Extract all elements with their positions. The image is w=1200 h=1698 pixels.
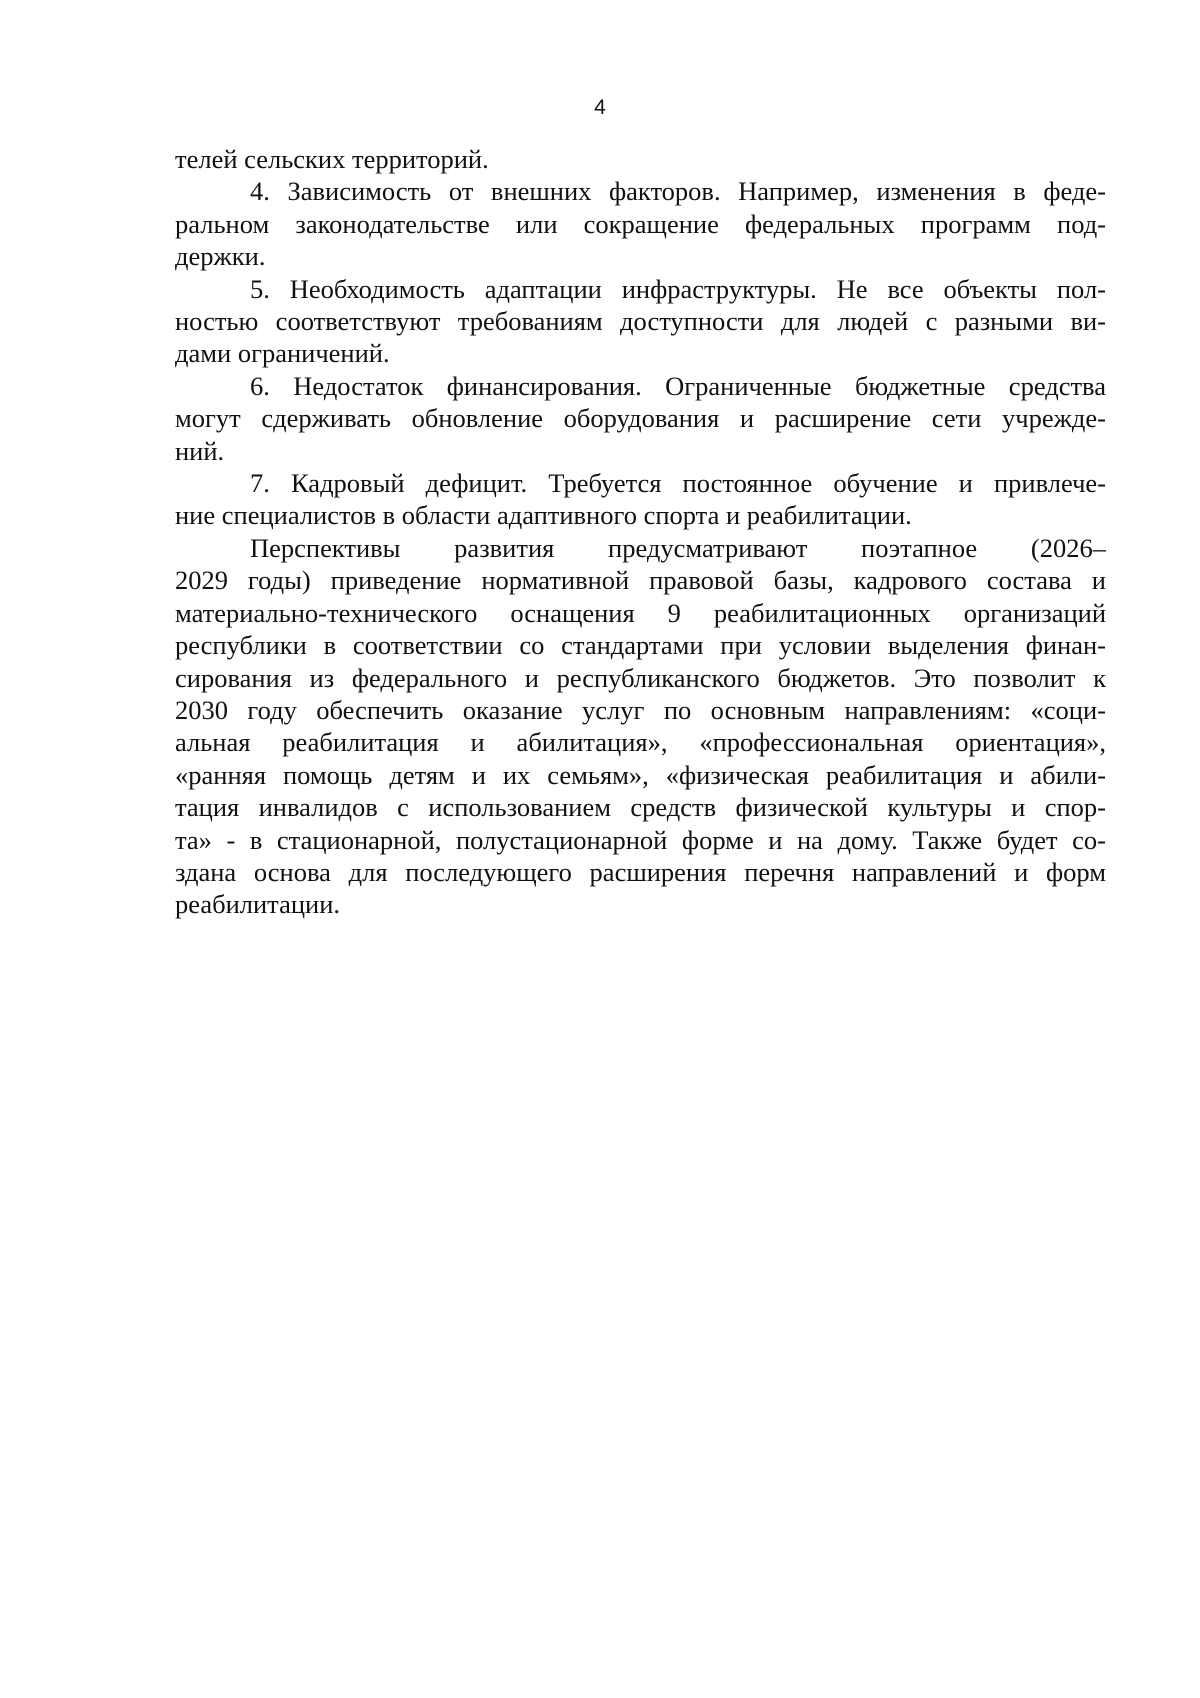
text-line: та» - в стационарной, полустационарной форме и на дому. Также будет со-	[175, 824, 1106, 855]
list-item-5	[175, 273, 1106, 370]
text-line: 6. Недостаток финансирования. Ограниченные бюджетные средства	[250, 370, 1106, 401]
text-line: республики в соответствии со стандартами при условии выделения финан-	[175, 630, 1106, 661]
text-line: дами ограничений.	[175, 338, 390, 369]
text-line: ний.	[175, 435, 225, 466]
list-item-7	[175, 467, 1106, 532]
text-line: реабилитации.	[175, 889, 341, 920]
text-line: ральном законодательстве или сокращение федеральных программ под-	[175, 208, 1106, 239]
text-line: альная реабилитация и абилитация», «профессиональная ориентация»,	[175, 727, 1106, 758]
page-number: 4	[594, 96, 606, 119]
paragraph-continuation	[175, 143, 1106, 175]
text-line: 5. Необходимость адаптации инфраструктуры. Не все объекты пол-	[250, 273, 1106, 304]
text-line: Перспективы развития предусматривают поэтапное (2026–	[250, 532, 1106, 563]
list-item-6	[175, 370, 1106, 467]
document-body	[175, 143, 1106, 921]
text-line: телей сельских территорий.	[175, 144, 489, 174]
text-line: «ранняя помощь детям и их семьям», «физическая реабилитация и абили-	[175, 759, 1106, 790]
text-line: 2029 годы) приведение нормативной правовой базы, кадрового состава и	[175, 565, 1106, 596]
text-line: могут сдерживать обновление оборудования и расширение сети учрежде-	[175, 403, 1106, 434]
text-line: 2030 году обеспечить оказание услуг по основным направлениям: «соци-	[175, 694, 1106, 725]
text-line: материально-технического оснащения 9 реабилитационных организаций	[175, 597, 1106, 628]
perspectives-paragraph	[175, 532, 1106, 921]
list-item-4	[175, 175, 1106, 272]
text-line: сирования из федерального и республиканского бюджетов. Это позволит к	[175, 662, 1106, 693]
text-line: ние специалистов в области адаптивного спорта и реабилитации.	[175, 500, 912, 531]
text-line: тация инвалидов с использованием средств физической культуры и спор-	[175, 792, 1106, 823]
text-line: держки.	[175, 241, 266, 272]
text-line: 4. Зависимость от внешних факторов. Например, изменения в феде-	[250, 176, 1106, 207]
text-line: здана основа для последующего расширения перечня направлений и форм	[175, 856, 1106, 887]
text-line: 7. Кадровый дефицит. Требуется постоянное обучение и привлече-	[250, 468, 1106, 499]
text-line: ностью соответствуют требованиям доступности для людей с разными ви-	[175, 306, 1106, 337]
